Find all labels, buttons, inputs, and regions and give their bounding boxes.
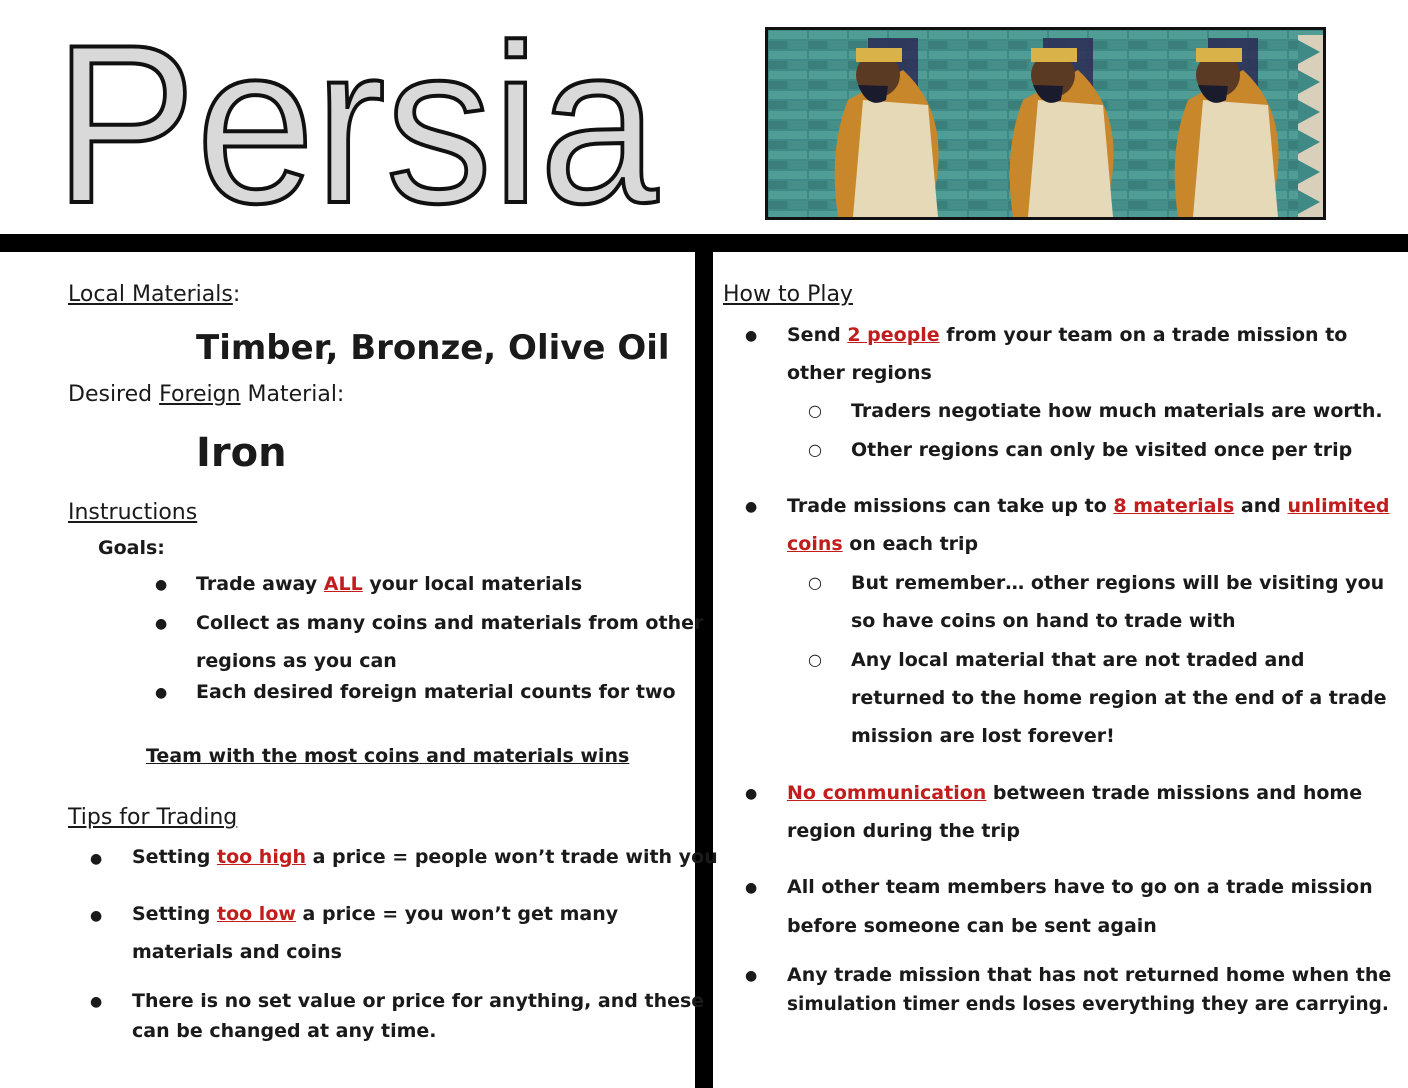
desired-foreign: Foreign bbox=[159, 382, 241, 407]
local-materials-label: Local Materials bbox=[68, 282, 233, 307]
goal-1-post: your local materials bbox=[362, 573, 583, 595]
circle-bullet-icon: ○ bbox=[808, 650, 822, 669]
local-materials-value: Timber, Bronze, Olive Oil bbox=[196, 328, 670, 368]
tip-1-post: a price = people won’t trade with you bbox=[305, 846, 718, 868]
bullet-icon: ● bbox=[155, 685, 168, 701]
local-materials-heading bbox=[68, 282, 240, 307]
tip-1-highlight: too high bbox=[217, 846, 306, 868]
bullet-icon: ● bbox=[745, 499, 758, 515]
vertical-divider bbox=[695, 252, 713, 1088]
tip-1-pre: Setting bbox=[132, 846, 217, 868]
bullet-icon: ● bbox=[155, 616, 168, 632]
archer-frieze-image bbox=[765, 27, 1326, 220]
tip-2-post: a price = you won’t get many bbox=[295, 903, 619, 925]
goal-2-line-1: Collect as many coins and materials from other bbox=[196, 612, 704, 634]
goal-3: Each desired foreign material counts for two bbox=[196, 681, 676, 703]
rule-3 bbox=[787, 782, 1362, 804]
rule-1-sub-1: Traders negotiate how much materials are worth. bbox=[851, 400, 1383, 422]
tip-2-pre: Setting bbox=[132, 903, 217, 925]
tips-heading: Tips for Trading bbox=[68, 805, 238, 830]
goals-label: Goals: bbox=[98, 537, 165, 559]
desired-post: Material: bbox=[240, 382, 345, 407]
page-title-graphic bbox=[50, 30, 690, 215]
tip-3-line-1: There is no set value or price for anything, and these bbox=[132, 990, 705, 1012]
rule-1-sub-2: Other regions can only be visited once per trip bbox=[851, 439, 1353, 461]
tip-2-line-2: materials and coins bbox=[132, 941, 342, 963]
tip-2 bbox=[132, 903, 618, 925]
win-condition: Team with the most coins and materials wins bbox=[146, 745, 630, 767]
goal-1-pre: Trade away bbox=[196, 573, 324, 595]
rule-5-line-1: Any trade mission that has not returned home when the bbox=[787, 964, 1392, 986]
bullet-icon: ● bbox=[90, 994, 103, 1010]
rule-2-sub-2-line-1: Any local material that are not traded and bbox=[851, 649, 1305, 671]
instructions-heading: Instructions bbox=[68, 500, 198, 525]
local-materials-colon: : bbox=[232, 282, 241, 307]
rule-2-pre: Trade missions can take up to bbox=[787, 495, 1114, 517]
rule-1-highlight: 2 people bbox=[847, 324, 940, 346]
rule-2 bbox=[787, 495, 1389, 517]
desired-material-value: Iron bbox=[196, 430, 287, 476]
bullet-icon: ● bbox=[155, 577, 168, 593]
tip-2-highlight: too low bbox=[217, 903, 296, 925]
desired-pre: Desired bbox=[68, 382, 160, 407]
rule-2-highlight-2: unlimited bbox=[1287, 495, 1390, 517]
rule-3-highlight: No communication bbox=[787, 782, 987, 804]
horizontal-divider bbox=[0, 234, 1408, 252]
rule-2-mid: and bbox=[1234, 495, 1288, 517]
rule-5-line-2: simulation timer ends loses everything they are carrying. bbox=[787, 994, 1389, 1015]
tip-3-line-2: can be changed at any time. bbox=[132, 1020, 437, 1042]
rule-1-post: from your team on a trade mission to bbox=[939, 324, 1348, 346]
desired-material-heading bbox=[68, 382, 344, 407]
page-title: Persia bbox=[54, 30, 659, 215]
rule-4-line-2: before someone can be sent again bbox=[787, 915, 1157, 937]
rule-1-pre: Send bbox=[787, 324, 848, 346]
tip-1 bbox=[132, 846, 718, 868]
rule-2-line-2 bbox=[787, 533, 978, 555]
circle-bullet-icon: ○ bbox=[808, 401, 822, 420]
rule-2-sub-1-line-1: But remember… other regions will be visiting you bbox=[851, 572, 1385, 594]
archer-frieze-icon bbox=[768, 30, 1323, 217]
goal-1-highlight: ALL bbox=[323, 573, 363, 595]
how-to-play-heading: How to Play bbox=[723, 282, 853, 307]
bullet-icon: ● bbox=[745, 786, 758, 802]
goal-2-line-2: regions as you can bbox=[196, 650, 397, 672]
rule-1-line-2: other regions bbox=[787, 362, 932, 384]
rule-2-sub-2-line-2: returned to the home region at the end of a trade bbox=[851, 687, 1387, 709]
bullet-icon: ● bbox=[745, 968, 758, 984]
bullet-icon: ● bbox=[90, 851, 103, 867]
rule-2-sub-2-line-3: mission are lost forever! bbox=[851, 725, 1115, 747]
rule-2-sub-1-line-2: so have coins on hand to trade with bbox=[851, 610, 1236, 632]
rule-2-line-2-post: on each trip bbox=[842, 533, 979, 555]
circle-bullet-icon: ○ bbox=[808, 573, 822, 592]
circle-bullet-icon: ○ bbox=[808, 440, 822, 459]
rule-4-line-1: All other team members have to go on a trade mission bbox=[787, 876, 1373, 898]
rule-2-highlight-1: 8 materials bbox=[1113, 495, 1235, 517]
bullet-icon: ● bbox=[745, 880, 758, 896]
rule-1 bbox=[787, 324, 1347, 346]
bullet-icon: ● bbox=[745, 328, 758, 344]
goal-1 bbox=[196, 573, 582, 595]
bullet-icon: ● bbox=[90, 908, 103, 924]
rule-3-post: between trade missions and home bbox=[986, 782, 1363, 804]
rule-2-highlight-3: coins bbox=[787, 533, 843, 555]
rule-3-line-2: region during the trip bbox=[787, 820, 1020, 842]
